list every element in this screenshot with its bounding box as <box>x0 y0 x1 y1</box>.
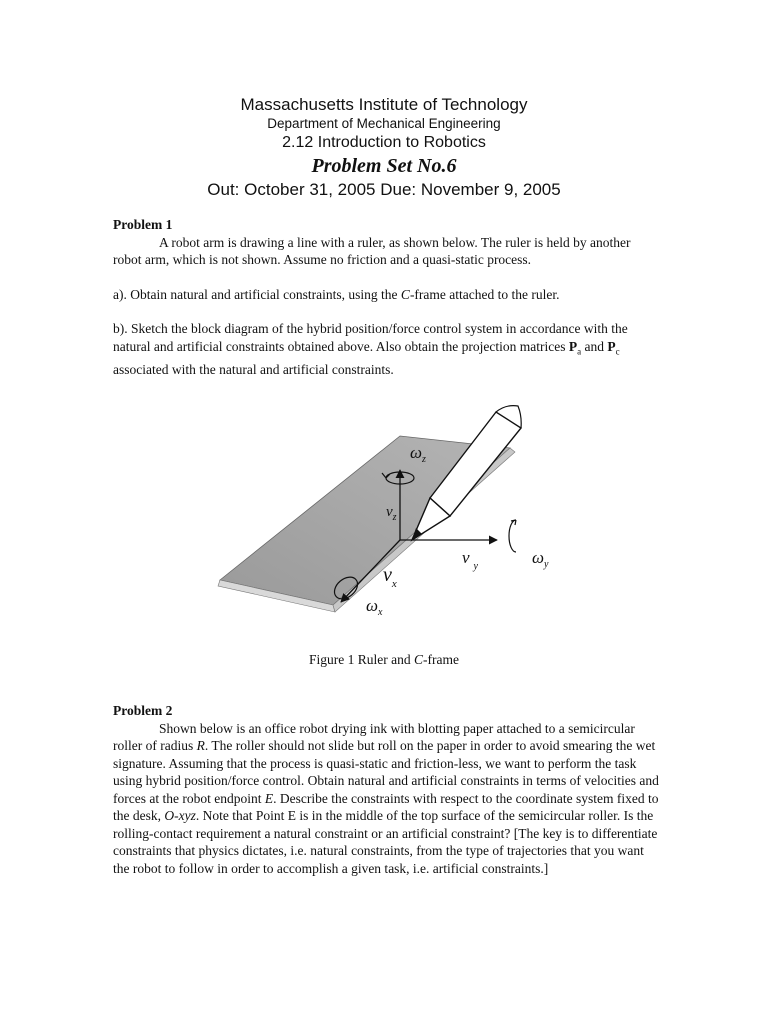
figure-caption: Figure 1 Ruler and C-frame <box>309 652 459 667</box>
document-header <box>0 94 768 202</box>
omega-x-label: $\omega_x$ <box>366 596 383 618</box>
problem1-intro: A robot arm is drawing a line with a ruler, as shown below. The ruler is held by another robot arm, which is not shown. Assume no friction and a quasi-static process. <box>113 234 631 267</box>
dates-line: Out: October 31, 2005 Due: November 9, 2005 <box>207 180 561 199</box>
problem2-text: Shown below is an office robot drying ink with blotting paper attached to a semicircular roller of radius R. The roller should not slide but roll on the paper in order to avoid smearing the wet signature. Assuming that the process is quasi-static and friction-less, we want to perform the task using hybrid position/force control. Obtain natural and artificial constraints in terms of velocities and forces at the robot endpoint E. Describe the constraints with respect to the coordinate system fixed to the desk, O-xyz. Note that Point E is in the middle of the top surface of the semicircular roller. Is the rolling-contact requirement a natural constraint or an artificial constraint? [The key is to differentiate constraints that physics dictates, i.e. natural constraints, from the type of trajectories that you want the robot to follow in order to accomplish a given task, i.e. artificial constraints.] <box>113 720 659 876</box>
v-x-label: $v_x$ <box>383 564 397 590</box>
v-z-label: $v_z$ <box>386 504 397 523</box>
omega-y-label: $\omega_y$ <box>532 548 549 570</box>
ruler-figure <box>200 400 570 630</box>
problem1-part-a: a). Obtain natural and artificial constraints, using the C-frame attached to the ruler. <box>113 286 560 302</box>
problem2-section <box>113 702 659 877</box>
problem1-title: Problem 1 <box>113 217 173 232</box>
v-y-label: v $_y$ <box>462 548 478 572</box>
omega-y-rotation-icon <box>509 520 516 552</box>
problem-set-title: Problem Set No.6 <box>311 155 457 177</box>
omega-z-label: $\omega_z$ <box>410 443 426 465</box>
problem1-section <box>113 216 659 378</box>
problem1-part-b: b). Sketch the block diagram of the hybrid position/force control system in accordance with the natural and artificial constraints obtained above. Also obtain the projection matrices $P_a$ and $P_c$ associated with the natural and artificial constraints. <box>113 321 628 377</box>
institution-name: Massachusetts Institute of Technology <box>240 95 528 114</box>
problem2-title: Problem 2 <box>113 703 173 718</box>
department-name: Department of Mechanical Engineering <box>267 116 501 131</box>
course-title: 2.12 Introduction to Robotics <box>282 134 486 151</box>
